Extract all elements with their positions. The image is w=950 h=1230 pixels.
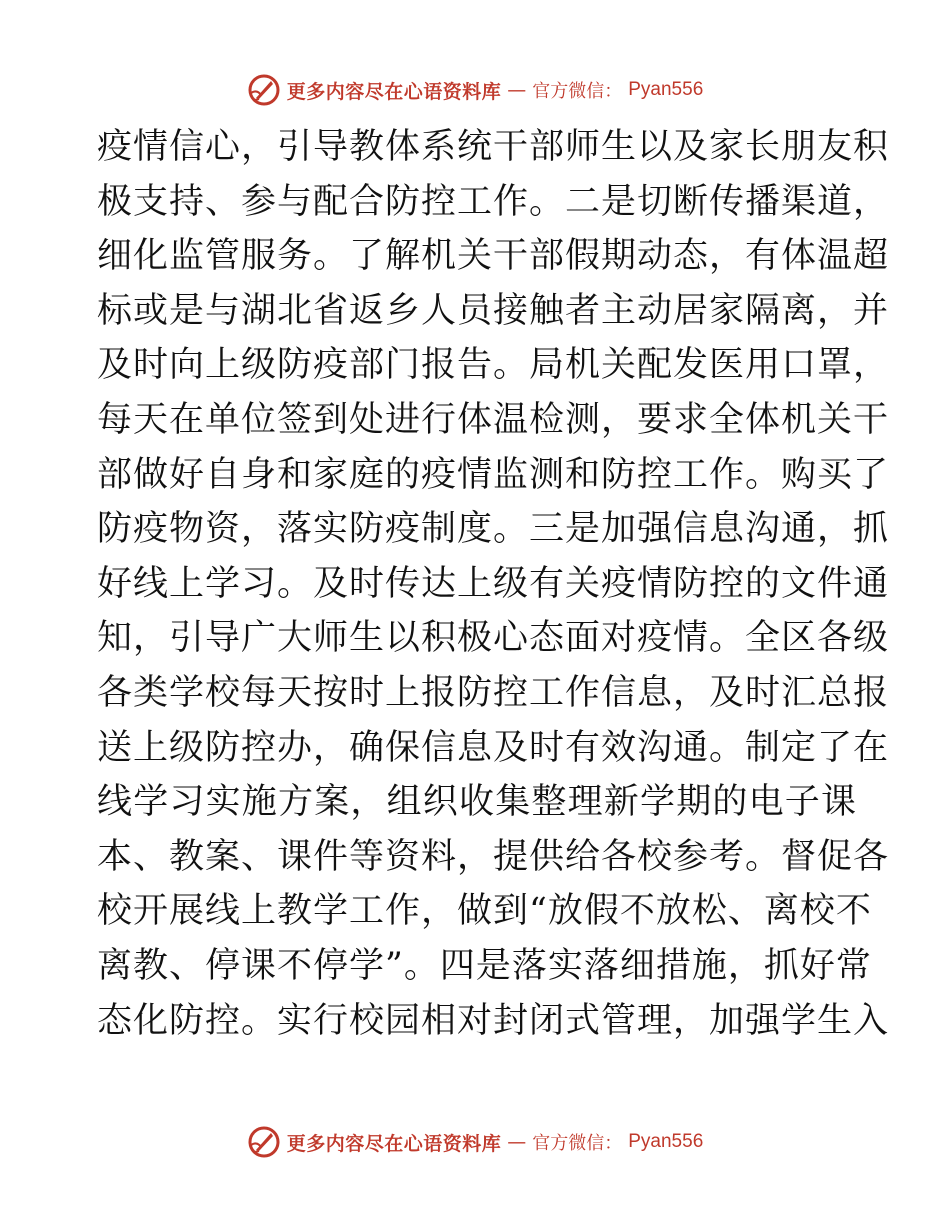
body-line: 本、教案、课件等资料，提供给各校参考。督促各 (97, 836, 890, 877)
body-line: 及时向上级防疫部门报告。局机关配发医用口罩， (97, 345, 890, 386)
feather-pen-logo-icon (247, 1125, 281, 1159)
body-line: 细化监管服务。了解机关干部假期动态，有体温超 (97, 236, 890, 277)
watermark-wechat-id: Pyan556 (628, 1131, 704, 1152)
watermark-brand: 更多内容尽在心语资料库 (286, 80, 502, 103)
body-line: 好线上学习。及时传达上级有关疫情防控的文件通 (97, 563, 890, 604)
watermark-wechat-id: Pyan556 (628, 79, 704, 100)
body-line: 线学习实施方案，组织收集整理新学期的电子课 (97, 782, 857, 823)
watermark-brand: 更多内容尽在心语资料库 (286, 1132, 502, 1155)
body-line: 各类学校每天按时上报防控工作信息，及时汇总报 (97, 672, 890, 713)
watermark-official-label: 官方微信： (532, 1133, 623, 1154)
body-line: 离教、停课不停学”。四是落实落细措施，抓好常 (97, 945, 872, 986)
watermark-official-label: 官方微信： (532, 81, 623, 102)
body-line: 每天在单位签到处进行体温检测，要求全体机关干 (97, 399, 890, 440)
watermark-dash: — (507, 1131, 527, 1153)
body-line: 疫情信心，引导教体系统干部师生以及家长朋友积 (97, 127, 890, 167)
body-line: 极支持、参与配合防控工作。二是切断传播渠道， (97, 181, 890, 222)
body-line: 标或是与湖北省返乡人员接触者主动居家隔离，并 (97, 290, 890, 331)
body-line: 知，引导广大师生以积极心态面对疫情。全区各级 (97, 618, 890, 659)
footer-watermark (0, 1122, 950, 1162)
body-line: 送上级防控办，确保信息及时有效沟通。制定了在 (97, 727, 890, 768)
body-line: 校开展线上教学工作，做到“放假不放松、离校不 (97, 891, 872, 932)
body-line: 态化防控。实行校园相对封闭式管理，加强学生入 (97, 1000, 890, 1041)
body-line: 防疫物资，落实防疫制度。三是加强信息沟通，抓 (97, 509, 890, 550)
body-line: 部做好自身和家庭的疫情监测和防控工作。购买了 (97, 454, 890, 495)
document-body (97, 120, 890, 1048)
watermark-dash: — (507, 79, 527, 101)
feather-pen-logo-icon (247, 73, 281, 107)
header-watermark (0, 70, 950, 110)
